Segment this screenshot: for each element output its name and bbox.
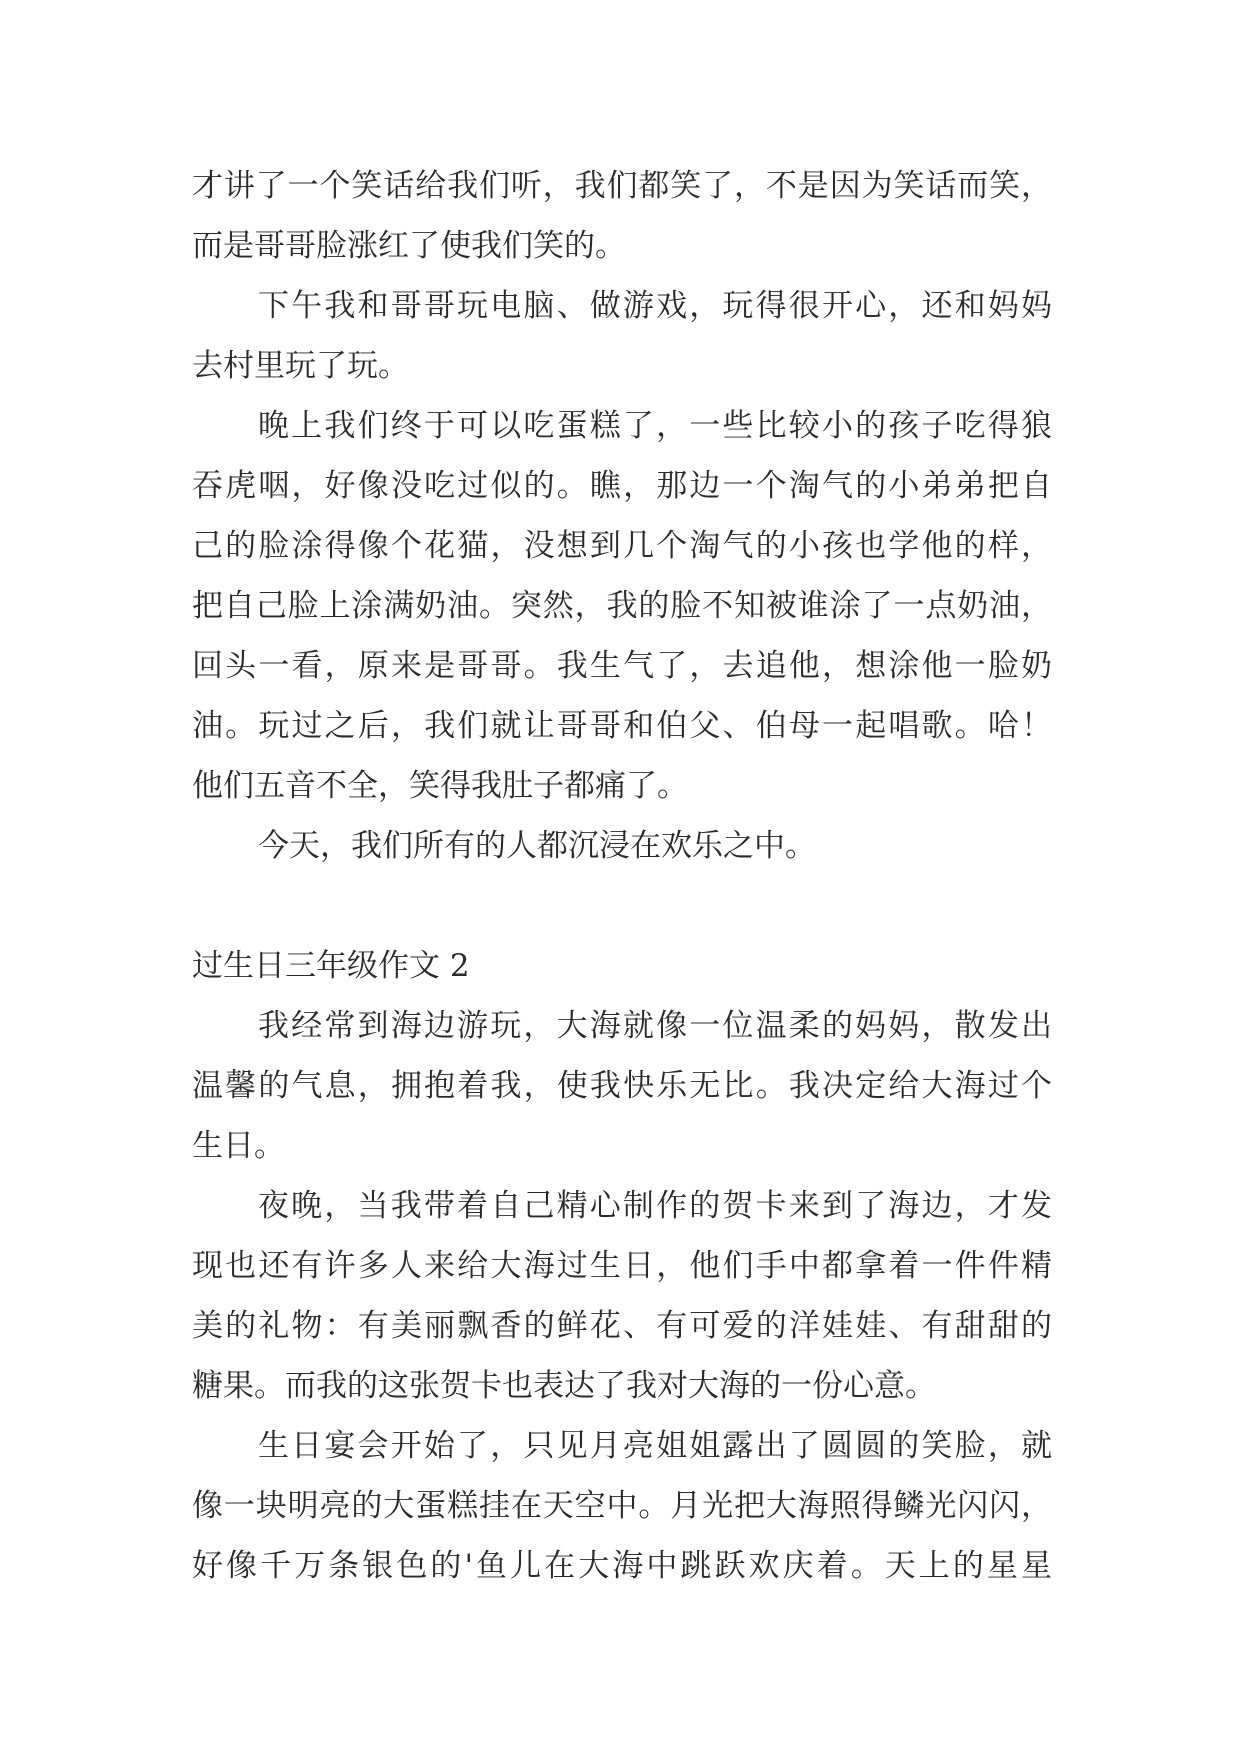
text-line: 现也还有许多人来给大海过生日，他们手中都拿着一件件精 (192, 1248, 1052, 1284)
text-line: 而是哥哥脸涨红了使我们笑的。 (192, 228, 626, 264)
text-line: 美的礼物：有美丽飘香的鲜花、有可爱的洋娃娃、有甜甜的 (192, 1308, 1052, 1344)
text-line: 生日。 (192, 1128, 285, 1164)
text-line: 糖果。而我的这张贺卡也表达了我对大海的一份心意。 (192, 1368, 936, 1404)
paragraph-first-line: 下午我和哥哥玩电脑、做游戏，玩得很开心，还和妈妈 (258, 288, 1052, 324)
text-line: 吞虎咽，好像没吃过似的。瞧，那边一个淘气的小弟弟把自 (192, 468, 1052, 504)
text-line: 回头一看，原来是哥哥。我生气了，去追他，想涂他一脸奶 (192, 648, 1052, 684)
text-line: 像一块明亮的大蛋糕挂在天空中。月光把大海照得鳞光闪闪， (192, 1488, 1052, 1524)
text-line: 才讲了一个笑话给我们听，我们都笑了，不是因为笑话而笑， (192, 168, 1052, 204)
text-line: 去村里玩了玩。 (192, 348, 409, 384)
paragraph-first-line: 夜晚，当我带着自己精心制作的贺卡来到了海边，才发 (258, 1188, 1052, 1224)
text-line: 他们五音不全，笑得我肚子都痛了。 (192, 768, 688, 804)
paragraph-first-line: 生日宴会开始了，只见月亮姐姐露出了圆圆的笑脸，就 (258, 1428, 1052, 1464)
section-title: 过生日三年级作文 2 (192, 948, 470, 984)
paragraph-first-line: 我经常到海边游玩，大海就像一位温柔的妈妈，散发出 (258, 1008, 1052, 1044)
paragraph-first-line: 晚上我们终于可以吃蛋糕了，一些比较小的孩子吃得狼 (258, 408, 1052, 444)
paragraph-first-line: 今天，我们所有的人都沉浸在欢乐之中。 (258, 828, 816, 864)
text-line: 己的脸涂得像个花猫，没想到几个淘气的小孩也学他的样， (192, 528, 1052, 564)
text-line: 好像千万条银色的'鱼儿在大海中跳跃欢庆着。天上的星星 (192, 1548, 1052, 1584)
text-line: 把自己脸上涂满奶油。突然，我的脸不知被谁涂了一点奶油， (192, 588, 1052, 624)
text-line: 温馨的气息，拥抱着我，使我快乐无比。我决定给大海过个 (192, 1068, 1052, 1104)
text-line: 油。玩过之后，我们就让哥哥和伯父、伯母一起唱歌。哈！ (192, 708, 1052, 744)
